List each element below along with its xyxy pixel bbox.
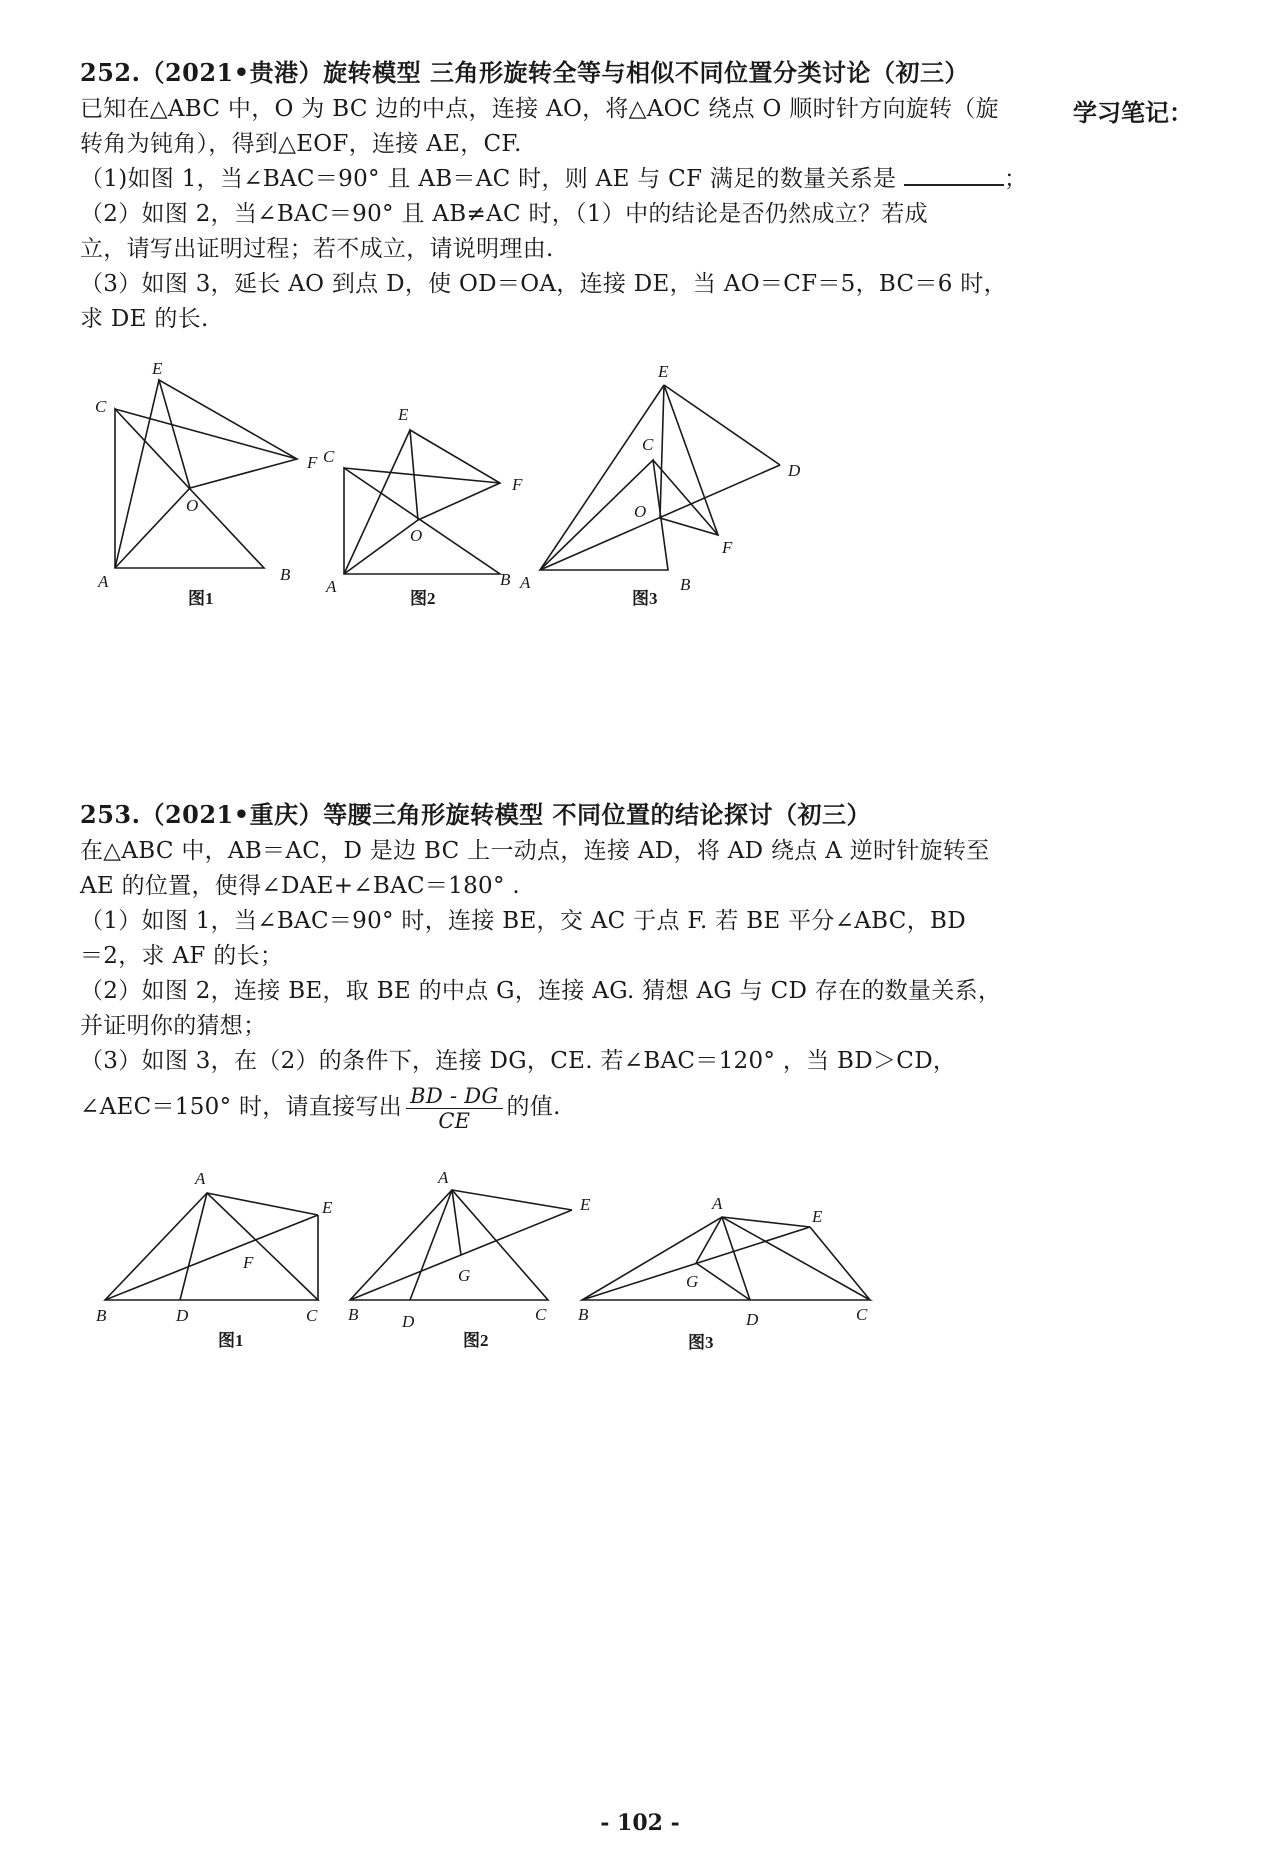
label-o: O — [186, 496, 199, 515]
problem-253-line: 并证明你的猜想； — [80, 1013, 267, 1039]
label-c: C — [535, 1305, 547, 1324]
problem-253-line — [80, 1079, 1001, 1135]
label-b: B — [680, 575, 691, 594]
figure-253-1 — [96, 1169, 333, 1350]
problem-253-line: （2）如图 2，连接 BE，取 BE 的中点 G，连接 AG. 猜想 AG 与 CD 存在的数量关系， — [80, 978, 1002, 1004]
problem-253-q3-tail: 的值. — [506, 1094, 561, 1120]
label-c: C — [306, 1306, 318, 1325]
label-o: O — [634, 502, 647, 521]
problem-253-body — [80, 834, 1001, 1135]
label-g: G — [686, 1272, 699, 1291]
triangle-abc — [344, 468, 500, 574]
label-a: A — [520, 573, 531, 592]
figure-caption: 图3 — [688, 1333, 714, 1352]
problem-252-line — [80, 162, 1027, 197]
label-c: C — [856, 1305, 868, 1324]
label-f: F — [243, 1253, 254, 1272]
problem-253-line: ＝2，求 AF 的长； — [80, 943, 284, 969]
fraction-denominator: CE — [438, 1108, 471, 1133]
label-e: E — [398, 405, 409, 424]
label-d: D — [176, 1306, 189, 1325]
label-b: B — [500, 570, 511, 589]
problem-253-q3-text: ∠AEC＝150° 时，请直接写出 — [80, 1094, 403, 1120]
triangle-abc — [540, 460, 668, 570]
label-e: E — [580, 1195, 591, 1214]
label-e: E — [322, 1198, 333, 1217]
fraction-numerator: BD - DG — [406, 1084, 502, 1109]
label-a: A — [326, 577, 337, 596]
answer-blank[interactable] — [904, 162, 1004, 186]
problem-252-figures — [80, 340, 840, 620]
label-d: D — [746, 1310, 759, 1329]
label-c: C — [323, 447, 335, 466]
figure-caption: 图3 — [632, 589, 658, 608]
problem-252-q1-tail: ； — [1003, 166, 1028, 192]
label-b: B — [348, 1305, 359, 1324]
label-e: E — [812, 1207, 823, 1226]
problem-252-line: （3）如图 3，延长 AO 到点 D，使 OD＝OA，连接 DE，当 AO＝CF＝5，BC＝6 时， — [80, 271, 1007, 297]
problem-253-heading: 253.（2021•重庆）等腰三角形旋转模型 不同位置的结论探讨（初三） — [80, 800, 871, 829]
study-notes-label: 学习笔记： — [1073, 98, 1193, 127]
problem-252-q1-text: （1)如图 1，当∠BAC＝90° 且 AB＝AC 时，则 AE 与 CF 满足的数量关系是 — [80, 166, 897, 192]
figure-caption: 图2 — [410, 589, 436, 608]
figure-252-3 — [519, 362, 801, 608]
triangle-eof — [660, 385, 718, 535]
label-e: E — [152, 359, 163, 378]
triangle-eof — [159, 380, 297, 488]
problem-252-heading: 252.（2021•贵港）旋转模型 三角形旋转全等与相似不同位置分类讨论（初三） — [80, 58, 969, 87]
problem-252-line: （2）如图 2，当∠BAC＝90° 且 AB≠AC 时，（1）中的结论是否仍然成立？若成 — [80, 201, 928, 227]
problem-252-line: 立，请写出证明过程；若不成立，请说明理由. — [80, 236, 554, 262]
figure-252-1 — [95, 359, 318, 608]
label-f: F — [512, 475, 523, 494]
problem-253-figures — [80, 1160, 900, 1360]
figure-caption: 图2 — [463, 1331, 489, 1350]
label-f: F — [722, 538, 733, 557]
figure-caption: 图1 — [218, 1331, 244, 1350]
label-b: B — [96, 1306, 107, 1325]
figure-caption: 图1 — [188, 589, 214, 608]
label-d: D — [402, 1312, 415, 1331]
label-d: D — [788, 461, 801, 480]
label-f: F — [307, 453, 318, 472]
label-o: O — [410, 526, 423, 545]
label-b: B — [578, 1305, 589, 1324]
problem-253-line: AE 的位置，使得∠DAE+∠BAC＝180° . — [80, 873, 520, 899]
label-a: A — [98, 572, 109, 591]
triangle-abc — [350, 1190, 548, 1300]
label-c: C — [95, 397, 107, 416]
problem-253-line: （3）如图 3，在（2）的条件下，连接 DG，CE. 若∠BAC＝120° ，当 BD＞CD， — [80, 1048, 957, 1074]
problem-252-line: 已知在△ABC 中，O 为 BC 边的中点，连接 AO，将△AOC 绕点 O 顺时针方向旋转（旋 — [80, 96, 999, 122]
figure-253-2 — [348, 1168, 591, 1350]
label-g: G — [458, 1266, 471, 1285]
label-c: C — [642, 435, 654, 454]
problem-253-line: 在△ABC 中，AB＝AC，D 是边 BC 上一动点，连接 AD，将 AD 绕点 A 逆时针旋转至 — [80, 838, 990, 864]
label-a: A — [712, 1194, 723, 1213]
problem-253-line: （1）如图 1，当∠BAC＝90° 时，连接 BE，交 AC 于点 F. 若 BE 平分∠ABC，BD — [80, 908, 966, 934]
figure-253-3 — [578, 1194, 870, 1352]
problem-252-line: 求 DE 的长. — [80, 306, 209, 332]
fraction — [406, 1084, 502, 1133]
problem-252-body — [80, 92, 1027, 337]
label-a: A — [195, 1169, 206, 1188]
label-e: E — [658, 362, 669, 381]
figure-252-2 — [323, 405, 523, 608]
label-a: A — [438, 1168, 449, 1187]
page-number: - 102 - — [600, 1810, 680, 1836]
label-b: B — [280, 565, 291, 584]
problem-252-line: 转角为钝角），得到△EOF，连接 AE，CF. — [80, 131, 522, 157]
